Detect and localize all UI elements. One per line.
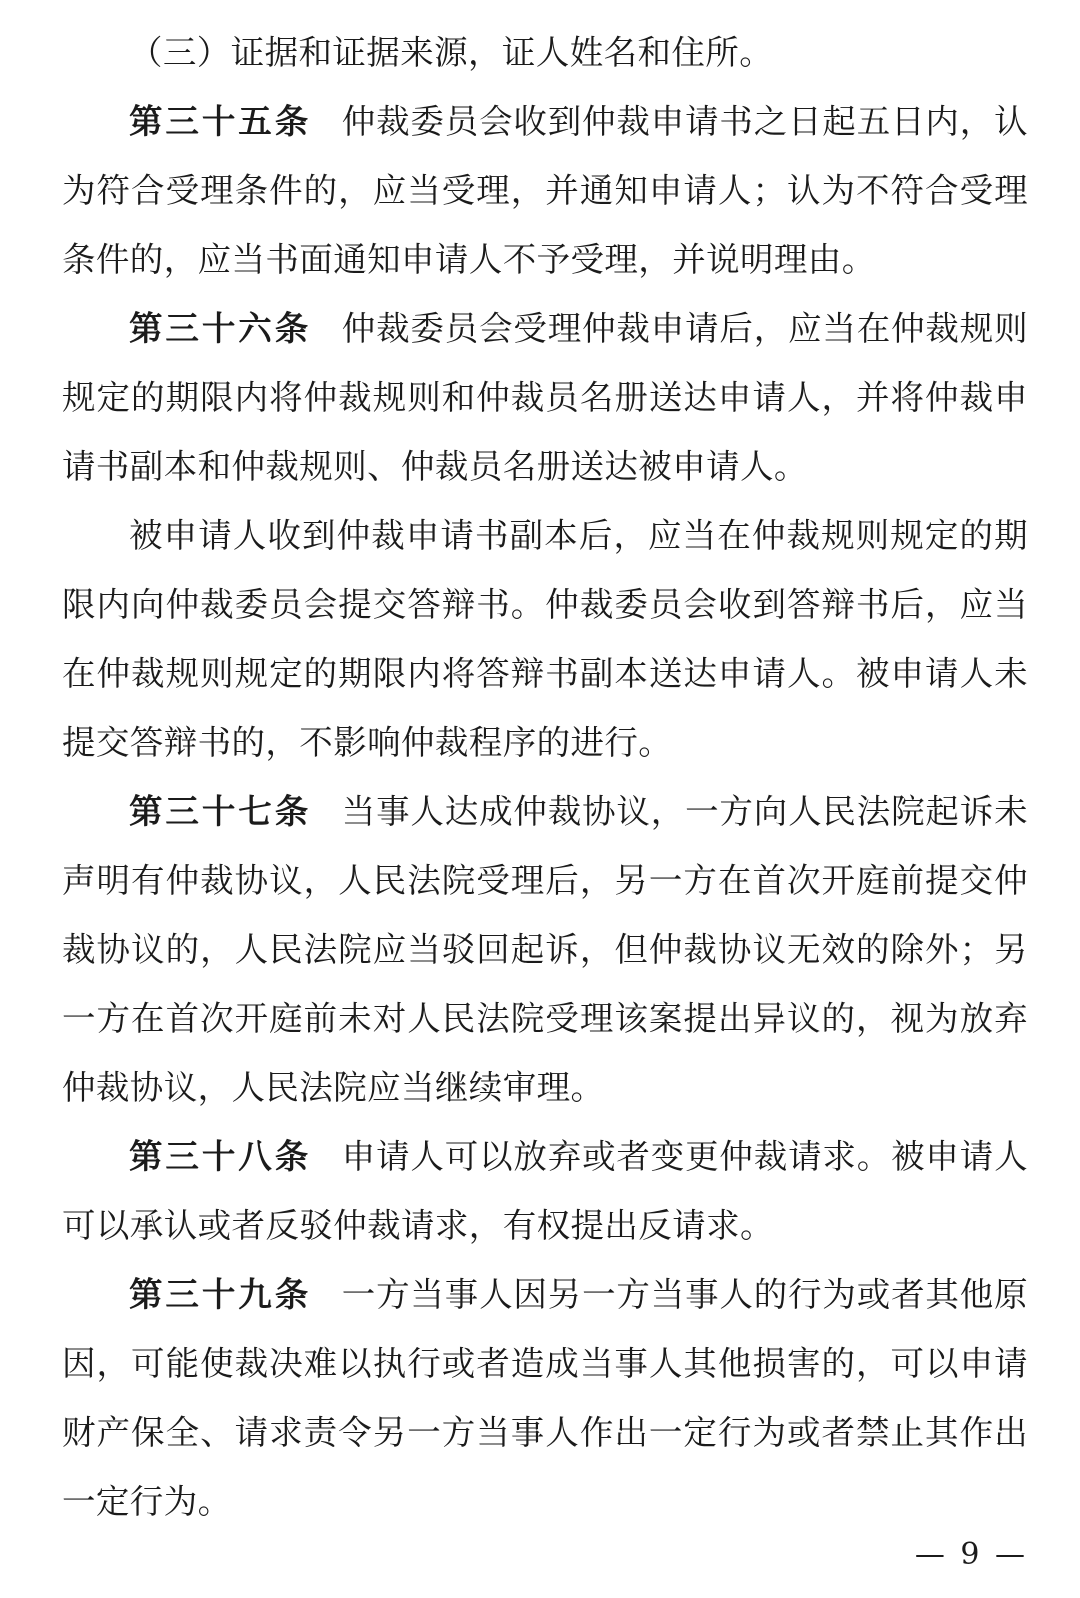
paragraph-label: 第三十八条: [129, 1137, 312, 1176]
paragraph-label: 第三十六条: [129, 309, 312, 348]
paragraph-article-35: [62, 87, 1028, 294]
paragraph-text: 当事人达成仲裁协议，一方向人民法院起诉未声明有仲裁协议，人民法院受理后，另一方在首次开庭前提交仲裁协议的，人民法院应当驳回起诉，但仲裁协议无效的除外；另一方在首次开庭前未对人民法院受理该案提出异议的，视为放弃仲裁协议，人民法院应当继续审理。: [62, 792, 1028, 1107]
paragraph-article-38: [62, 1122, 1028, 1260]
paragraph-label: 第三十五条: [129, 102, 312, 141]
paragraph-article-36: [62, 294, 1028, 501]
paragraph-item-3: [62, 18, 1028, 87]
paragraph-article-36-continued: [62, 501, 1028, 777]
document-body: [62, 18, 1028, 1536]
paragraph-text: 仲裁委员会收到仲裁申请书之日起五日内，认为符合受理条件的，应当受理，并通知申请人；认为不符合受理条件的，应当书面通知申请人不予受理，并说明理由。: [62, 102, 1028, 279]
paragraph-text: 被申请人收到仲裁申请书副本后，应当在仲裁规则规定的期限内向仲裁委员会提交答辩书。仲裁委员会收到答辩书后，应当在仲裁规则规定的期限内将答辩书副本送达申请人。被申请人未提交答辩书的，不影响仲裁程序的进行。: [62, 516, 1028, 762]
paragraph-text: 申请人可以放弃或者变更仲裁请求。被申请人可以承认或者反驳仲裁请求，有权提出反请求。: [62, 1137, 1028, 1245]
page-number: — 9 —: [914, 1537, 1028, 1572]
paragraph-label: 第三十七条: [129, 792, 312, 831]
paragraph-label: 第三十九条: [129, 1275, 312, 1314]
paragraph-article-37: [62, 777, 1028, 1122]
paragraph-text: 一方当事人因另一方当事人的行为或者其他原因，可能使裁决难以执行或者造成当事人其他损害的，可以申请财产保全、请求责令另一方当事人作出一定行为或者禁止其作出一定行为。: [62, 1275, 1028, 1521]
paragraph-article-39: [62, 1260, 1028, 1536]
paragraph-text: 仲裁委员会受理仲裁申请后，应当在仲裁规则规定的期限内将仲裁规则和仲裁员名册送达申请人，并将仲裁申请书副本和仲裁规则、仲裁员名册送达被申请人。: [62, 309, 1028, 486]
paragraph-text: （三）证据和证据来源，证人姓名和住所。: [129, 33, 774, 72]
